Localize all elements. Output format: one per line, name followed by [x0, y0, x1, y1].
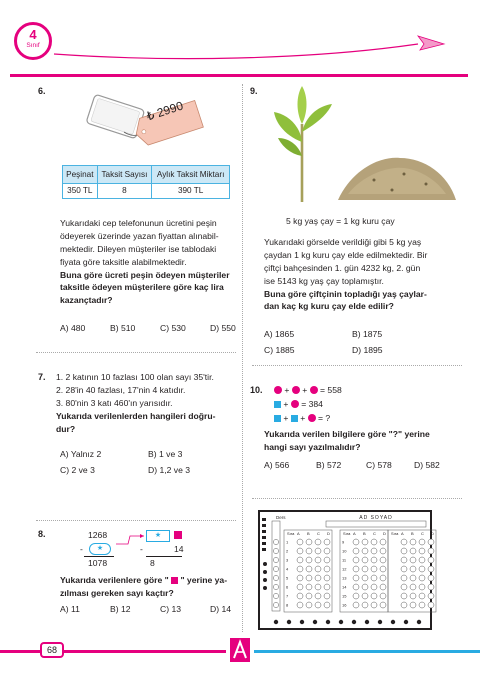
- answer-bubble: [273, 602, 278, 607]
- column-label: B: [363, 531, 366, 536]
- row-number: 2: [286, 548, 289, 554]
- timing-dot: [404, 620, 408, 624]
- column-label: B: [411, 531, 414, 536]
- column-label: A: [401, 531, 404, 536]
- top-number: 1268: [88, 530, 108, 540]
- answer-bubble: [380, 584, 386, 590]
- option-c[interactable]: C) 2 ve 3: [60, 464, 95, 475]
- answer-bubble: [324, 557, 330, 563]
- column-label: Sıra: [391, 531, 399, 536]
- answer-bubble: [428, 548, 434, 554]
- timing-dot: [263, 562, 267, 566]
- timing-dot: [417, 620, 421, 624]
- divider: [252, 365, 462, 366]
- footer-rule-left: [0, 650, 226, 653]
- option-b[interactable]: B) 572: [316, 460, 342, 470]
- grade-number: 4: [29, 27, 37, 42]
- row-number: 3: [286, 557, 289, 563]
- equation-3: [274, 412, 330, 425]
- answer-bubble: [297, 575, 303, 581]
- answer-bubble: [410, 593, 416, 599]
- row-number: 11: [342, 557, 347, 563]
- question-number: 6.: [38, 86, 46, 96]
- question-text: [264, 428, 464, 454]
- pink-circle-icon: [308, 414, 316, 422]
- answer-bubble: [353, 575, 359, 581]
- answer-options: [60, 448, 240, 477]
- answer-bubble: [315, 575, 321, 581]
- row-number: 4: [286, 566, 289, 572]
- question-line: " yerine ya-: [180, 575, 228, 585]
- answer-bubble: [410, 539, 416, 545]
- column-label: D: [383, 531, 386, 536]
- answer-bubble: [353, 566, 359, 572]
- column-label: C: [421, 531, 424, 536]
- divider: [36, 520, 236, 521]
- timing-dot: [263, 586, 267, 590]
- row-number: 6: [286, 584, 289, 590]
- timing-dot: [274, 620, 278, 624]
- row-number: 9: [342, 539, 345, 545]
- footer-rule-right: [254, 650, 480, 653]
- question-line: Yukarıda verilenlere göre ": [60, 575, 169, 585]
- text-line: mektedir. Dileyen müşteriler ise tablodaki: [60, 243, 217, 254]
- grade-badge: [14, 22, 52, 60]
- question-number: 7.: [38, 372, 46, 382]
- answer-bubble: [419, 593, 425, 599]
- option-a[interactable]: A) Yalnız 2: [60, 449, 102, 459]
- option-b[interactable]: B) 12: [110, 604, 131, 614]
- timing-dot: [287, 620, 291, 624]
- answer-bubble: [306, 602, 312, 608]
- answer-bubble: [371, 593, 377, 599]
- question-text: [264, 236, 464, 313]
- answer-bubble: [306, 575, 312, 581]
- publisher-logo: [228, 636, 252, 664]
- answer-bubble: [401, 539, 407, 545]
- phone-price-illustration: [80, 90, 230, 160]
- answer-bubble: [380, 557, 386, 563]
- equation-result: = ?: [318, 413, 331, 423]
- row-number: 10: [342, 548, 347, 554]
- answer-bubble: [401, 548, 407, 554]
- blue-square-icon: [274, 401, 281, 408]
- conversion-caption: 5 kg yaş çay = 1 kg kuru çay: [286, 216, 395, 226]
- answer-bubble: [315, 539, 321, 545]
- column-divider: [242, 84, 243, 632]
- column-label: A: [353, 531, 356, 536]
- plus-sign: +: [302, 385, 308, 395]
- answer-bubble: [428, 575, 434, 581]
- equation-2: [274, 398, 323, 411]
- answer-bubble: [362, 548, 368, 554]
- pink-square: [174, 531, 182, 539]
- answer-bubble: [273, 557, 278, 562]
- answer-options: [60, 322, 250, 335]
- timing-mark: [262, 542, 266, 545]
- result-number: 8: [150, 558, 155, 568]
- star-box: ★: [146, 530, 170, 542]
- question-line: Buna göre ücreti peşin ödeyen müşteriler: [60, 269, 230, 280]
- pink-circle-icon: [292, 386, 300, 394]
- answer-sheet-grid: [260, 512, 434, 628]
- grade-label: Sınıf: [26, 42, 40, 49]
- answer-bubble: [428, 602, 434, 608]
- answer-bubble: [315, 557, 321, 563]
- answer-bubble: [410, 602, 416, 608]
- answer-bubble: [362, 602, 368, 608]
- answer-bubble: [419, 539, 425, 545]
- answer-bubble: [401, 575, 407, 581]
- pink-circle-icon: [274, 386, 282, 394]
- column-label: C: [317, 531, 320, 536]
- result-number: 1078: [88, 558, 108, 568]
- row-number: 12: [342, 566, 347, 572]
- answer-bubble: [324, 593, 330, 599]
- answer-bubble: [419, 557, 425, 563]
- question-text: [56, 371, 240, 435]
- answer-bubble: [362, 575, 368, 581]
- timing-dot: [365, 620, 369, 624]
- column-label: D: [431, 531, 434, 536]
- option-d[interactable]: D) 14: [210, 604, 232, 614]
- option-c[interactable]: C) 13: [160, 604, 182, 614]
- blue-square-icon: [291, 415, 298, 422]
- column-label: B: [307, 531, 310, 536]
- equation-result: = 384: [301, 399, 323, 409]
- answer-bubble: [428, 557, 434, 563]
- answer-bubble: [324, 584, 330, 590]
- answer-bubble: [410, 575, 416, 581]
- answer-bubble: [428, 593, 434, 599]
- answer-sheet: [258, 510, 432, 630]
- answer-bubble: [315, 593, 321, 599]
- answer-bubble: [353, 584, 359, 590]
- pink-square: [171, 577, 178, 584]
- plus-sign: +: [283, 413, 289, 423]
- row-number: 15: [342, 593, 347, 599]
- answer-bubble: [401, 557, 407, 563]
- answer-bubble: [371, 566, 377, 572]
- divider: [252, 498, 462, 499]
- answer-bubble: [401, 602, 407, 608]
- table-header: Aylık Taksit Miktarı: [152, 166, 230, 184]
- answer-bubble: [410, 557, 416, 563]
- answer-bubble: [380, 593, 386, 599]
- row-number: 1: [286, 539, 289, 545]
- answer-bubble: [362, 593, 368, 599]
- answer-bubble: [353, 557, 359, 563]
- answer-bubble: [353, 602, 359, 608]
- option-c[interactable]: C) 1885: [264, 344, 295, 355]
- answer-bubble: [410, 548, 416, 554]
- subtrahend-number: 14: [174, 544, 184, 554]
- answer-bubble: [380, 575, 386, 581]
- answer-bubble: [380, 602, 386, 608]
- text-line: ise 5143 kg yaş çay toplamıştır.: [264, 275, 384, 286]
- minus-sign: -: [140, 544, 143, 554]
- plus-sign: +: [300, 413, 306, 423]
- answer-bubble: [315, 548, 321, 554]
- timing-dot: [326, 620, 330, 624]
- answer-bubble: [353, 539, 359, 545]
- answer-bubble: [324, 575, 330, 581]
- question-line: zılması gereken sayı kaçtır?: [60, 587, 174, 598]
- column-label: C: [373, 531, 376, 536]
- question-number: 10.: [250, 385, 263, 395]
- question-line: Yukarıda verilen bilgilere göre "?" yerine: [264, 429, 430, 439]
- installment-table: [62, 165, 230, 199]
- answer-bubble: [428, 566, 434, 572]
- answer-bubble: [297, 539, 303, 545]
- table-header: Taksit Sayısı: [97, 166, 152, 184]
- timing-mark: [262, 518, 266, 521]
- answer-bubble: [324, 602, 330, 608]
- answer-bubble: [297, 593, 303, 599]
- timing-dot: [263, 578, 267, 582]
- answer-bubble: [315, 584, 321, 590]
- answer-bubble: [380, 548, 386, 554]
- answer-bubble: [371, 602, 377, 608]
- pink-circle-icon: [310, 386, 318, 394]
- option-b[interactable]: B) 1 ve 3: [148, 449, 183, 459]
- answer-bubble: [306, 584, 312, 590]
- answer-bubble: [362, 557, 368, 563]
- answer-bubble: [315, 602, 321, 608]
- row-number: 16: [342, 602, 347, 608]
- column-label: D: [327, 531, 330, 536]
- answer-bubble: [401, 593, 407, 599]
- answer-bubble: [273, 566, 278, 571]
- question-line: Yukarıda verilenlerden hangileri doğru-: [56, 410, 216, 421]
- answer-bubble: [419, 566, 425, 572]
- sheet-left-header: Ders: [276, 515, 286, 520]
- question-line: hangi sayı yazılmalıdır?: [264, 441, 361, 452]
- row-number: 7: [286, 593, 289, 599]
- answer-bubble: [297, 548, 303, 554]
- table-cell: 390 TL: [152, 184, 230, 199]
- answer-bubble: [362, 566, 368, 572]
- timing-dot: [378, 620, 382, 624]
- answer-bubble: [371, 575, 377, 581]
- statement: 3. 80'nin 3 katı 460'ın yarısıdır.: [56, 397, 173, 408]
- answer-bubble: [297, 566, 303, 572]
- answer-bubble: [306, 539, 312, 545]
- answer-bubble: [428, 584, 434, 590]
- text-line: Yukarıdaki cep telefonunun ücretini peşin: [60, 218, 217, 228]
- answer-bubble: [419, 575, 425, 581]
- answer-bubble: [380, 566, 386, 572]
- answer-bubble: [273, 539, 278, 544]
- answer-bubble: [371, 548, 377, 554]
- option-c[interactable]: C) 530: [160, 323, 186, 333]
- answer-bubble: [353, 593, 359, 599]
- question-line: taksitle ödeyen müşterilere göre kaç lira: [60, 282, 224, 293]
- answer-bubble: [273, 584, 278, 589]
- question-text: [60, 217, 240, 307]
- timing-dot: [352, 620, 356, 624]
- text-line: Yukarıdaki görselde verildiği gibi 5 kg yaş: [264, 237, 422, 247]
- answer-bubble: [428, 539, 434, 545]
- answer-bubble: [306, 593, 312, 599]
- answer-bubble: [401, 566, 407, 572]
- option-a[interactable]: A) 566: [264, 460, 290, 470]
- statement: 1. 2 katının 10 fazlası 100 olan sayı 35'tir.: [56, 372, 214, 382]
- answer-bubble: [306, 566, 312, 572]
- option-d[interactable]: D) 550: [210, 323, 236, 333]
- tea-plant-image: [266, 84, 338, 204]
- option-b[interactable]: B) 510: [110, 323, 136, 333]
- minus-sign: -: [80, 544, 83, 554]
- answer-bubble: [273, 593, 278, 598]
- row-number: 8: [286, 602, 289, 608]
- question-text: [60, 574, 242, 600]
- timing-mark: [262, 524, 266, 527]
- page-number: 68: [40, 642, 64, 658]
- option-a[interactable]: A) 11: [60, 604, 80, 614]
- timing-dot: [339, 620, 343, 624]
- answer-bubble: [401, 584, 407, 590]
- timing-dot: [391, 620, 395, 624]
- option-d[interactable]: D) 1895: [352, 344, 383, 355]
- divider: [36, 352, 236, 353]
- timing-dot: [300, 620, 304, 624]
- answer-bubble: [362, 539, 368, 545]
- answer-bubble: [419, 584, 425, 590]
- answer-bubble: [410, 566, 416, 572]
- answer-bubble: [362, 584, 368, 590]
- table-cell: 350 TL: [63, 184, 98, 199]
- column-label: Sıra: [343, 531, 351, 536]
- answer-options: [60, 603, 250, 616]
- blue-square-icon: [274, 415, 281, 422]
- table-header: Peşinat: [63, 166, 98, 184]
- question-number: 8.: [38, 529, 46, 539]
- sheet-title: AD SOYAD: [359, 515, 393, 521]
- plus-sign: +: [283, 399, 289, 409]
- header-rule: [10, 74, 468, 77]
- question-number: 9.: [250, 86, 258, 96]
- option-c[interactable]: C) 578: [366, 460, 392, 470]
- option-a[interactable]: A) 480: [60, 323, 86, 333]
- statement: 2. 28'in 40 fazlası, 17'nin 4 katıdır.: [56, 384, 186, 395]
- table-cell: 8: [97, 184, 152, 199]
- answer-bubble: [419, 602, 425, 608]
- answer-bubble: [297, 602, 303, 608]
- price-tag-text: ₺ 2990: [144, 98, 185, 124]
- header-swoosh: [48, 26, 448, 66]
- text-line: çiftçi bahçesinden 1. gün 4232 kg, 2. gün: [264, 262, 421, 273]
- pink-circle-icon: [291, 400, 299, 408]
- answer-bubble: [306, 557, 312, 563]
- answer-bubble: [410, 584, 416, 590]
- option-d[interactable]: D) 582: [414, 460, 440, 470]
- option-d[interactable]: D) 1,2 ve 3: [148, 464, 191, 475]
- answer-bubble: [324, 539, 330, 545]
- answer-bubble: [371, 584, 377, 590]
- column-label: A: [297, 531, 300, 536]
- row-number: 13: [342, 575, 347, 581]
- option-a[interactable]: A) 1865: [264, 329, 295, 339]
- star-oval: ★: [89, 543, 111, 555]
- text-line: fiyata göre taksitle alabilmektedir.: [60, 256, 187, 267]
- text-line: ödeyerek üzerinde yazan fiyattan alınabil-: [60, 230, 219, 241]
- answer-bubble: [371, 557, 377, 563]
- answer-bubble: [380, 539, 386, 545]
- plus-sign: +: [284, 385, 290, 395]
- column-label: Sıra: [287, 531, 295, 536]
- answer-bubble: [273, 575, 278, 580]
- equation-1: [274, 384, 342, 397]
- question-line: dur?: [56, 423, 76, 434]
- answer-bubble: [371, 539, 377, 545]
- row-number: 5: [286, 575, 289, 581]
- question-line: Buna göre çiftçinin topladığı yaş çaylar-: [264, 288, 427, 299]
- answer-options: [264, 459, 454, 472]
- answer-bubble: [353, 548, 359, 554]
- row-number: 14: [342, 584, 347, 590]
- answer-bubble: [306, 548, 312, 554]
- answer-bubble: [297, 557, 303, 563]
- timing-mark: [262, 548, 266, 551]
- answer-options: [264, 328, 464, 357]
- timing-mark: [262, 530, 266, 533]
- question-line: dan kaç kg kuru çay elde edilir?: [264, 301, 394, 312]
- timing-mark: [262, 536, 266, 539]
- question-line: kazançtadır?: [60, 295, 113, 306]
- answer-bubble: [324, 566, 330, 572]
- answer-bubble: [315, 566, 321, 572]
- answer-bubble: [273, 548, 278, 553]
- answer-bubble: [419, 548, 425, 554]
- option-b[interactable]: B) 1875: [352, 329, 383, 339]
- equation-result: = 558: [320, 385, 342, 395]
- dried-tea-pile-image: [334, 150, 460, 204]
- text-line: çaydan 1 kg kuru çay elde edilmektedir. Bir: [264, 249, 428, 260]
- answer-bubble: [297, 584, 303, 590]
- timing-dot: [263, 570, 267, 574]
- answer-bubble: [324, 548, 330, 554]
- timing-dot: [313, 620, 317, 624]
